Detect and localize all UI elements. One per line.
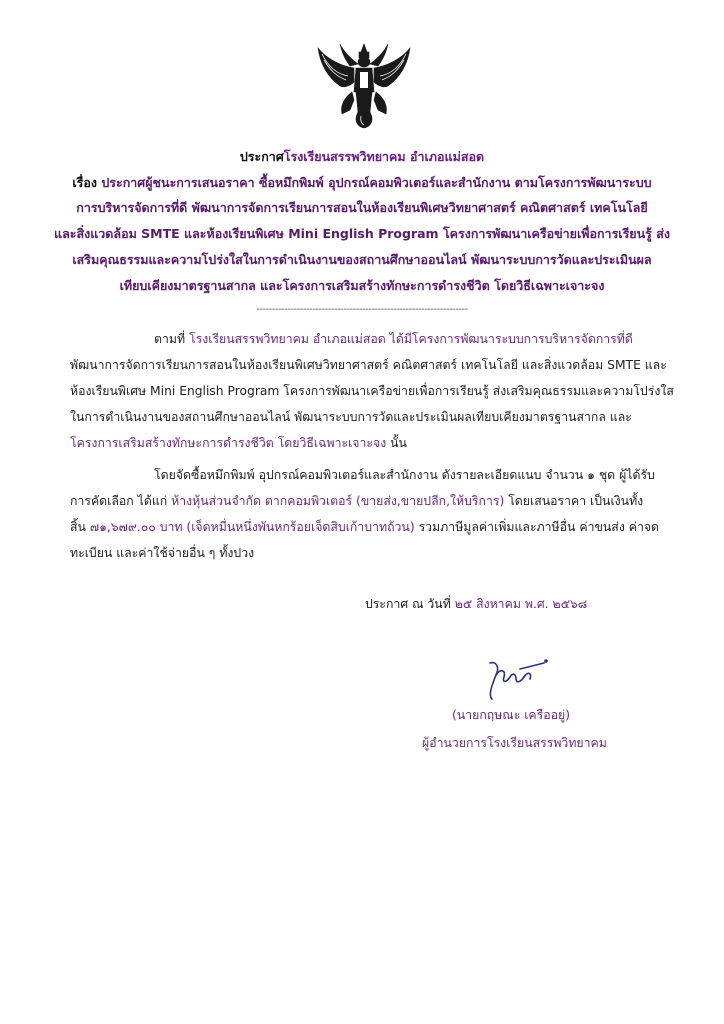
signatory-name: (นายกฤษณะ เครืออยู่)	[452, 708, 571, 722]
subject-line-3: และสิ่งแวดล้อม SMTE และห้องเรียนพิเศษ Mini English Program โครงการพัฒนาเครือข่ายเพื่อการเรียนรู้ ส่ง	[54, 226, 670, 241]
title-lead: ประกาศ	[239, 149, 284, 164]
title-school: โรงเรียนสรรพวิทยาคม อำเภอแม่สอด	[283, 149, 485, 164]
paragraph-2-line-1: โดยจัดซื้อหมึกพิมพ์ อุปกรณ์คอมพิวเตอร์และสำนักงาน ดังรายละเอียดแนบ จำนวน ๑ ชุด ผู้ได้รับ	[154, 468, 655, 482]
paragraph-2-text-3a: สิ้น	[70, 520, 86, 534]
subject-line-5: เทียบเคียงมาตรฐานสากล และโครงการเสริมสร้างทักษะการดำรงชีวิต โดยวิธีเฉพาะเจาะจง	[119, 278, 605, 293]
paragraph-2-line-3	[70, 518, 670, 537]
paragraph-1-line-3: ห้องเรียนพิเศษ Mini English Program โครงการพัฒนาเครือข่ายเพื่อการเรียนรู้ ส่งเสริมคุณธรรมและความโปร่งใส	[70, 384, 674, 398]
paragraph-2-line-4: ทะเบียน และค่าใช้จ่ายอื่น ๆ ทั้งปวง	[70, 546, 255, 560]
price-amount: ๗๑,๖๗๙.๐๐ บาท (เจ็ดหมื่นหนึ่งพันหกร้อยเจ็ดสิบเก้าบาทถ้วน)	[89, 520, 415, 534]
announcement-title	[40, 147, 684, 167]
subject-line-1	[40, 173, 684, 193]
announce-date: ๒๕ สิงหาคม พ.ศ. ๒๕๖๘	[454, 597, 588, 611]
separator-line: --------------------------------------------------------------------	[256, 304, 468, 315]
handwritten-signature-icon	[480, 655, 550, 703]
paragraph-1-line-2: พัฒนาการจัดการเรียนการสอนในห้องเรียนพิเศษวิทยาศาสตร์ คณิตศาสตร์ เทคโนโลยี และสิ่งแวดล้อม SMTE และ	[70, 358, 667, 372]
vendor-name: ห้างหุ้นส่วนจำกัด ตากคอมพิวเตอร์ (ขายส่ง,ขายปลีก,ให้บริการ)	[171, 494, 505, 508]
subject-text-1: ประกาศผู้ชนะการเสนอราคา ซื้อหมึกพิมพ์ อุปกรณ์คอมพิวเตอร์และสำนักงาน ตามโครงการพัฒนาระบบ	[101, 175, 652, 190]
announce-date-prefix: ประกาศ ณ วันที่	[365, 597, 451, 611]
paragraph-1-end: นั้น	[390, 436, 407, 450]
subject-label: เรื่อง	[72, 175, 97, 190]
subject-line-2: การบริหารจัดการที่ดี พัฒนาการจัดการเรียนการสอนในห้องเรียนพิเศษวิทยาศาสตร์ คณิตศาสตร์ เทคโนโลยี	[76, 200, 648, 215]
paragraph-1-line-4: ในการดำเนินงานของสถานศึกษาออนไลน์ พัฒนาระบบการวัดและประเมินผลเทียบเคียงมาตรฐานสากล และ	[70, 410, 632, 424]
paragraph-1-text-1: โรงเรียนสรรพวิทยาคม อำเภอแม่สอด ได้มีโครงการพัฒนาระบบการบริหารจัดการที่ดี	[189, 332, 633, 346]
paragraph-1-text-5: โครงการเสริมสร้างทักษะการดำรงชีวิต โดยวิธีเฉพาะเจาะจง	[70, 436, 387, 450]
paragraph-2-text-2c: โดยเสนอราคา เป็นเงินทั้ง	[508, 494, 644, 508]
paragraph-1-line-5	[70, 434, 670, 453]
garuda-emblem-icon	[314, 40, 414, 130]
paragraph-1-lead: ตามที่	[154, 332, 186, 346]
subject-line-4: เสริมคุณธรรมและความโปร่งใสในการดำเนินงานของสถานศึกษาออนไลน์ พัฒนาระบบการวัดและประเมินผล	[72, 252, 652, 267]
paragraph-2-text-3c: รวมภาษีมูลค่าเพิ่มและภาษีอื่น ค่าขนส่ง ค่าจด	[418, 520, 660, 534]
announce-date-line	[365, 595, 587, 614]
paragraph-2-line-2	[70, 492, 670, 511]
paragraph-2-text-2a: การคัดเลือก ได้แก่	[70, 494, 168, 508]
signatory-position: ผู้อำนวยการโรงเรียนสรรพวิทยาคม	[422, 736, 607, 750]
paragraph-1-line-1	[154, 330, 724, 349]
